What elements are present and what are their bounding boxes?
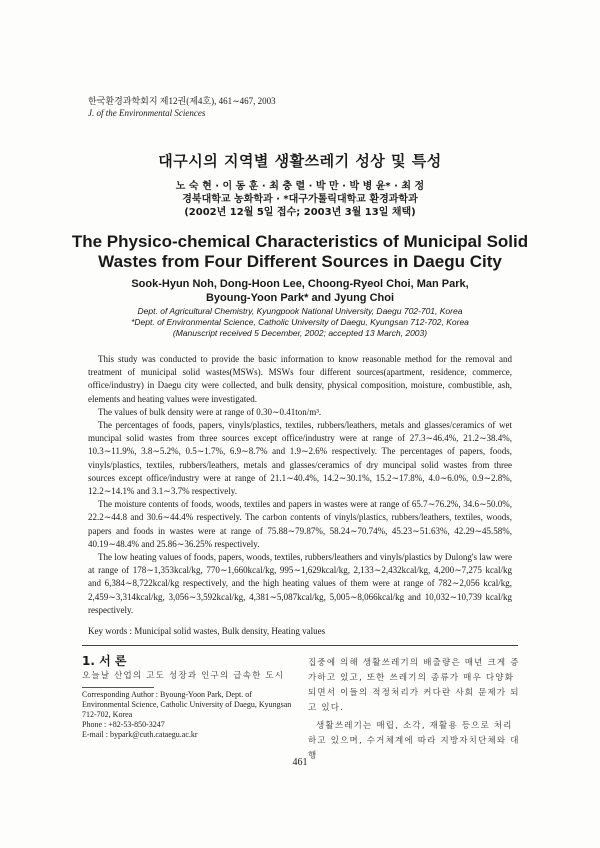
journal-citation-kr: 한국환경과학회지 제12권(제4호), 461∼467, 2003: [88, 96, 276, 106]
abstract-paragraph-4: The moisture contents of foods, woods, textiles and papers in wastes were at range of 65.7∼76.2%, 34.6∼50.0%, 22.2∼44.8 and 30.6∼44.4% respectively. The carbon contents of vinyls/plastics, rubbers/leathers, textiles, woods, papers and foods in wastes were at range of 75.88∼79.87%, 58.24∼70.74%, 45.23∼51.63%, 42.29∼45.58%, 40.19∼48.4% and 25.86∼36.25% respectively.: [88, 499, 512, 549]
intro-text-left: 오늘날 산업의 고도 성장과 인구의 급속한 도시: [82, 671, 285, 681]
journal-name-en: J. of the Environmental Sciences: [88, 108, 206, 118]
abstract: [88, 353, 512, 617]
page-number: 461: [292, 757, 308, 768]
affiliation-kr: 경북대학교 농화학과 · *대구가톨릭대학교 환경과학과: [182, 194, 418, 205]
author-names-kr: 노 숙 현 · 이 동 훈 · 최 충 렬 · 박 만 · 박 병 윤* · 최 정: [175, 181, 425, 192]
footnote-author: Corresponding Author : Byoung-Yoon Park, Dept. of Environmental Science, Catholic University of Daegu, Kyungsan 712-702, Korea: [82, 690, 292, 719]
footnote-email: E-mail : bypark@cuth.cataegu.ac.kr: [82, 730, 198, 739]
received-date-kr: (2002년 12월 5일 접수; 2003년 3월 13일 채택): [184, 207, 416, 218]
authors-korean: [0, 180, 600, 219]
left-column: [82, 653, 292, 740]
intro-text-right-1: 집중에 의해 생활쓰레기의 배출량은 매년 크게 증가하고 있고, 또한 쓰레기의 종류가 매우 다양화되면서 이들의 적정처리가 커다란 사회 문제가 되고 있다.: [308, 658, 520, 713]
title-english: [0, 232, 600, 272]
title-english-line-2: Wastes from Four Different Sources in Daegu City: [98, 252, 502, 271]
abstract-paragraph-1: This study was conducted to provide the basic information to know reasonable method for the removal and treatment of municipal solid wastes(MSWs). MSWs four different sources(apartment, residence, commerce, office/industry) in Daegu city were collected, and bulk density, physical composition, moisture, combustible, ash, elements and heating values were investigated.: [88, 354, 512, 404]
footnote-phone: Phone : +82-53-850-3247: [82, 720, 165, 729]
intro-text-right-2: 생활쓰레기는 매립, 소각, 재활용 등으로 처리하고 있으며, 수거체계에 따라 지방자치단체와 대행: [308, 721, 520, 761]
abstract-paragraph-2: The values of bulk density were at range of 0.30∼0.41ton/m³.: [98, 406, 322, 417]
journal-header: [88, 95, 276, 119]
affiliation-2: *Dept. of Environmental Science, Catholic University of Daegu, Kyungsan 712-702, Korea: [131, 317, 469, 327]
title-korean: 대구시의 지역별 생활쓰레기 성상 및 특성: [158, 152, 442, 170]
right-column: [308, 656, 520, 767]
title-english-line-1: The Physico-chemical Characteristics of Municipal Solid: [71, 232, 529, 251]
authors-english-line-2: Byoung-Yoon Park* and Jyung Choi: [205, 292, 395, 304]
section-heading: 1. 서 론: [82, 654, 127, 668]
section-divider: [82, 645, 518, 646]
corresponding-author-footnote: [82, 690, 292, 740]
abstract-paragraph-5: The low heating values of foods, papers, woods, textiles, rubbers/leathers and vinyls/plastics by Dulong's law were at range of 178∼1,353kcal/kg, 770∼1,660kcal/kg, 995∼1,629kcal/kg, 2,133∼2,432kcal/kg, 4,200∼7,275 kcal/kg and 6,384∼8,722kcal/kg respectively, and the high heating values of them were at range of 782∼2,056 kcal/kg, 2,459∼3,314kcal/kg, 3,056∼3,592kcal/kg, 4,381∼5,087kcal/kg, 5,005∼8,066kcal/kg and 10,032∼10,739 kcal/kg respectively.: [88, 552, 512, 615]
authors-english-line-1: Sook-Hyun Noh, Dong-Hoon Lee, Choong-Ryeol Choi, Man Park,: [131, 278, 469, 290]
manuscript-dates: (Manuscript received 5 December, 2002; accepted 13 March, 2003): [172, 328, 428, 338]
authors-english: [0, 277, 600, 305]
affiliations-english: [0, 306, 600, 339]
affiliation-1: Dept. of Agricultural Chemistry, Kyungpook National University, Daegu 702-701, Korea: [137, 306, 463, 316]
keywords: Key words : Municipal solid wastes, Bulk density, Heating values: [88, 626, 326, 636]
abstract-paragraph-3: The percentages of foods, papers, vinyls/plastics, textiles, rubbers/leathers, metals and glasses/ceramics of wet muncipal solid wastes from three sources except office/industry were at range of 27.3∼46.4%, 21.2∼38.4%, 10.3∼11.9%, 3.8∼5.2%, 0.5∼1.7%, 6.9∼8.7% and 1.9∼2.6% respectively. The percentages of papers, foods, vinyls/plastics, textiles, rubbers/leathers, metals and glasses/ceramics of dry muncipal solid wastes from three sources except office/industry were at range of 21.1∼40.4%, 14.2∼30.1%, 15.2∼17.8%, 4.0∼6.0%, 0.9∼2.8%, 12.2∼14.1% and 3.1∼3.7% respectively.: [88, 420, 512, 497]
footnote-divider: [82, 687, 154, 688]
